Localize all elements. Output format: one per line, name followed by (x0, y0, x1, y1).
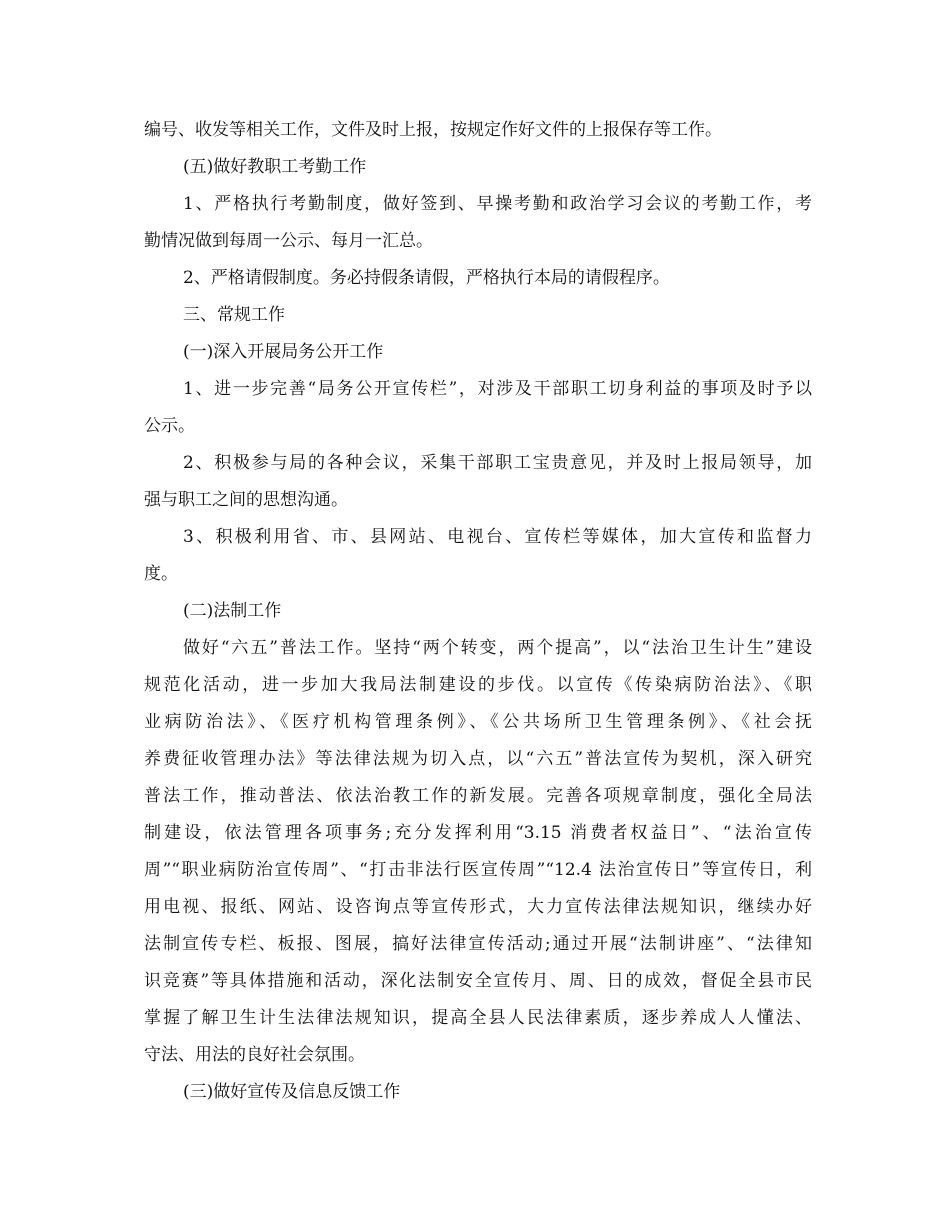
document-text-line: (一)深入开展局务公开工作 (183, 342, 384, 362)
document-text-line: (五)做好教职工考勤工作 (183, 157, 367, 177)
document-page (144, 112, 812, 1111)
document-text-line: 1、严格执行考勤制度，做好签到、早操考勤和政治学习会议的考勤工作，考 (183, 194, 812, 214)
document-text-line: (三)做好宣传及信息反馈工作 (183, 1082, 401, 1102)
document-text-line: 度。 (144, 564, 178, 584)
document-text-line: 养费征收管理办法》等法律法规为切入点，以“六五”普法宣传为契机，深入研究 (144, 749, 812, 769)
document-text-line: 编号、收发等相关工作，文件及时上报，按规定作好文件的上报保存等工作。 (144, 120, 722, 140)
document-text-line: 3、积极利用省、市、县网站、电视台、宣传栏等媒体，加大宣传和监督力 (183, 527, 812, 547)
document-text-line: 2、严格请假制度。务必持假条请假，严格执行本局的请假程序。 (183, 268, 670, 288)
document-text-line: 勤情况做到每周一公示、每月一汇总。 (144, 231, 433, 251)
document-text-line: 规范化活动，进一步加大我局法制建设的步伐。以宣传《传染病防治法》、《职 (144, 675, 812, 695)
document-text-line: 制建设，依法管理各项事务;充分发挥利用“3.15 消费者权益日”、“法治宣传 (144, 823, 812, 843)
document-text-line: 普法工作，推动普法、依法治教工作的新发展。完善各项规章制度，强化全局法 (144, 786, 812, 806)
document-text-line: 用电视、报纸、网站、设咨询点等宣传形式，大力宣传法律法规知识，继续办好 (144, 897, 812, 917)
document-text-line: 强与职工之间的思想沟通。 (144, 490, 348, 510)
document-text-line: 守法、用法的良好社会氛围。 (144, 1045, 365, 1065)
document-text-line: 识竞赛”等具体措施和活动，深化法制安全宣传月、周、日的成效，督促全县市民 (144, 971, 812, 991)
document-text-line: 1、进一步完善“局务公开宣传栏”，对涉及干部职工切身利益的事项及时予以 (183, 379, 812, 399)
document-text-line: (二)法制工作 (183, 601, 282, 621)
document-text-line: 公示。 (144, 416, 195, 436)
document-text-line: 周”“职业病防治宣传周”、“打击非法行医宣传周”“12.4 法治宣传日”等宣传日，利 (144, 860, 812, 880)
document-text-line: 掌握了解卫生计生法律法规知识，提高全县人民法律素质，逐步养成人人懂法、 (144, 1008, 812, 1028)
document-text-line: 法制宣传专栏、板报、图展，搞好法律宣传活动;通过开展“法制讲座”、“法律知 (144, 934, 812, 954)
document-text-line: 三、常规工作 (183, 305, 285, 325)
document-text-line: 业病防治法》、《医疗机构管理条例》、《公共场所卫生管理条例》、《社会抚 (144, 712, 812, 732)
document-text-line: 做好“六五”普法工作。坚持“两个转变，两个提高”，以“法治卫生计生”建设 (183, 638, 812, 658)
document-text-line: 2、积极参与局的各种会议，采集干部职工宝贵意见，并及时上报局领导，加 (183, 453, 812, 473)
